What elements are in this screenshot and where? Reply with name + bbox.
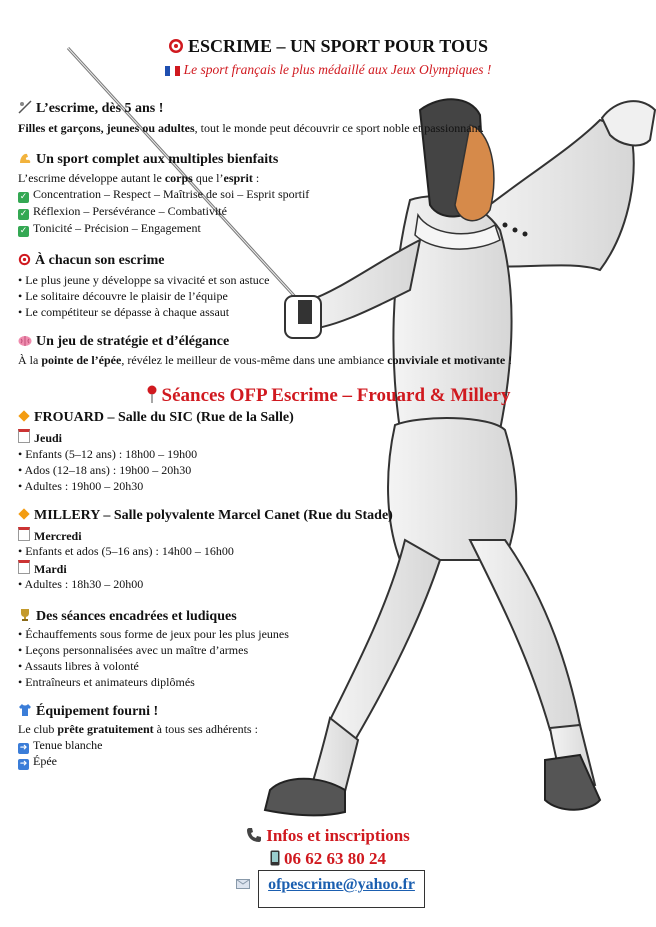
calendar-icon [18,527,30,541]
diamond-icon [18,410,29,421]
list-item: • Ados (12–18 ans) : 19h00 – 20h30 [18,463,192,477]
contact-phone: 06 62 63 80 24 [0,849,656,871]
list-item: • Enfants et ados (5–16 ans) : 14h00 – 16h00 [18,544,234,558]
list-item: ✓ Concentration – Respect – Maîtrise de soi – Esprit sportif [19,187,310,202]
arrow-icon: ➜ [19,743,28,753]
french-flag-icon [165,64,180,80]
contact-email-link[interactable]: ofpescrime@yahoo.fr [258,870,425,908]
contact-heading: Infos et inscriptions [0,826,656,848]
seances-heading: Séances OFP Escrime – Frouard & Millery [0,385,656,409]
section-strategie-heading: Un jeu de stratégie et d’élégance [18,334,229,352]
millery-day1: Mercredi [18,527,82,544]
section-complet-intro: L’escrime développe autant le corps que l’esprit : [18,171,260,185]
list-item: • Leçons personnalisées avec un maître d’armes [18,643,249,657]
list-item: • Adultes : 18h30 – 20h00 [18,577,144,591]
shirt-icon [18,703,32,722]
page-title: ESCRIME – UN SPORT POUR TOUS [0,36,656,59]
page-subtitle: Le sport français le plus médaillé aux Jeux Olympiques ! [0,62,656,80]
frouard-day: Jeudi [18,429,62,446]
equipement-heading: Équipement fourni ! [18,703,158,722]
target-icon [168,38,184,59]
check-icon: ✓ [19,192,28,202]
mail-icon [236,876,250,894]
section-age-heading: L’escrime, dès 5 ans ! [18,100,163,119]
section-chacun-heading: À chacun son escrime [18,253,165,271]
list-item: • Le compétiteur se dépasse à chaque assaut [18,305,230,319]
frouard-heading: FROUARD – Salle du SIC (Rue de la Salle) [18,410,294,426]
mobile-icon [270,850,280,871]
list-item: • Le solitaire découvre le plaisir de l’équipe [18,289,228,303]
list-item: ✓ Tonicité – Précision – Engagement [19,221,201,236]
trophy-icon [18,608,32,627]
calendar-icon [18,429,30,443]
phone-icon [246,827,262,848]
check-icon: ✓ [19,209,28,219]
section-strategie-text: À la pointe de l’épée, révélez le meilleur de vous-même dans une ambiance conviviale et motivante ! [18,353,513,367]
list-item: • Assauts libres à volonté [18,659,139,673]
list-item: • Entraîneurs et animateurs diplômés [18,675,195,689]
calendar-icon [18,560,30,574]
pin-icon [146,385,158,409]
list-item: ➜ Épée [19,754,57,769]
list-item: ➜ Tenue blanche [19,738,103,753]
muscle-icon [18,151,32,170]
diamond-icon [18,508,29,519]
list-item: • Le plus jeune y développe sa vivacité et son astuce [18,273,270,287]
list-item: ✓ Réflexion – Persévérance – Combativité [19,204,227,219]
millery-day2: Mardi [18,560,67,577]
list-item: • Échauffements sous forme de jeux pour les plus jeunes [18,627,289,641]
list-item: • Enfants (5–12 ans) : 18h00 – 19h00 [18,447,198,461]
brain-icon [18,335,32,352]
arrow-icon: ➜ [19,759,28,769]
section-age-text: Filles et garçons, jeunes ou adultes, tout le monde peut découvrir ce sport noble et passionnant. [18,121,484,135]
section-complet-heading: Un sport complet aux multiples bienfaits [18,151,278,170]
millery-heading: MILLERY – Salle polyvalente Marcel Canet (Rue du Stade) [18,508,393,524]
encadrees-heading: Des séances encadrées et ludiques [18,608,237,627]
fencer-icon [18,100,32,119]
equipement-text: Le club prête gratuitement à tous ses adhérents : [18,722,258,736]
target-icon [18,253,31,271]
check-icon: ✓ [19,226,28,236]
list-item: • Adultes : 19h00 – 20h30 [18,479,144,493]
